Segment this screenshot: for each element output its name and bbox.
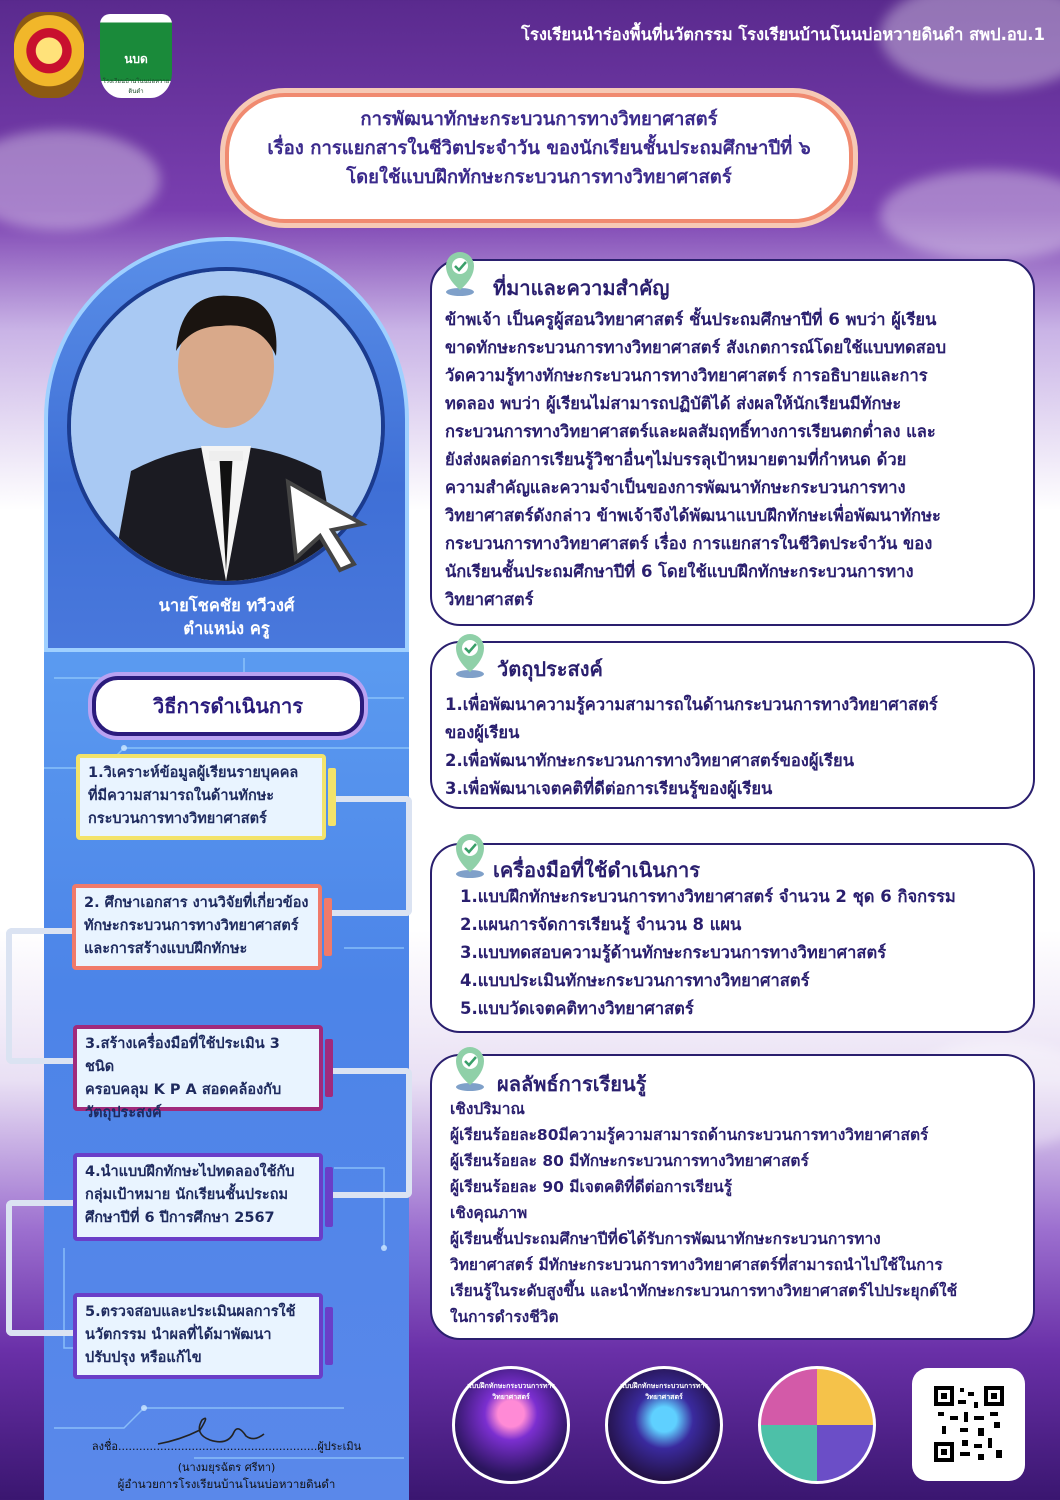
school-logo <box>100 14 172 98</box>
poster-title <box>225 93 853 223</box>
tools-body <box>460 883 956 1023</box>
step-3-line-1: 3.สร้างเครื่องมือที่ใช้ประเมิน 3 ชนิด <box>85 1036 280 1075</box>
location-pin-icon <box>450 1045 490 1093</box>
method-step-4 <box>73 1153 323 1241</box>
objectives-title: วัตถุประสงค์ <box>497 657 603 681</box>
signature-name: (นางมยุรฉัตร ศรีทา) <box>177 1461 276 1474</box>
step-4-line-1: 4.นำแบบฝึกทักษะไปทดลองใช้กับ <box>85 1164 295 1180</box>
location-pin-icon <box>450 632 490 680</box>
objective-line: 1.เพื่อพัฒนาความรู้ความสามารถในด้านกระบวนการทางวิทยาศาสตร์ <box>445 695 938 714</box>
tool-line: 5.แบบวัดเจตคติทางวิทยาศาสตร์ <box>460 999 694 1018</box>
step-connector <box>330 796 412 916</box>
results-body <box>450 1096 957 1330</box>
method-step-5 <box>73 1293 323 1379</box>
obec-emblem-logo <box>14 12 84 98</box>
background-line: ความสำคัญและความจำเป็นของการพัฒนาทักษะกระบวนการทาง <box>445 478 906 497</box>
objective-line: 2.เพื่อพัฒนาทักษะกระบวนการทางวิทยาศาสตร์ของผู้เรียน <box>445 751 854 770</box>
qualitative-line: ในการดำรงชีวิต <box>450 1308 559 1326</box>
step-connector <box>6 1200 78 1336</box>
signature-line: ลงชื่อ.........................................................ผู้ประเมิน <box>91 1440 362 1453</box>
background-line: กระบวนการทางวิทยาศาสตร์ เรื่อง การแยกสารในชีวิตประจำวัน ของ <box>445 534 933 553</box>
objectives-body <box>445 691 938 803</box>
quantitative-line: ผู้เรียนร้อยละ 80 มีทักษะกระบวนการทางวิทยาศาสตร์ <box>450 1152 809 1170</box>
background-title: ที่มาและความสำคัญ <box>493 276 670 300</box>
quantitative-line: ผู้เรียนร้อยละ80มีความรู้ความสามารถด้านกระบวนการทางวิทยาศาสตร์ <box>450 1126 929 1144</box>
step-5-line-1: 5.ตรวจสอบและประเมินผลการใช้ <box>85 1304 296 1320</box>
step-4-line-3: ศึกษาปีที่ 6 ปีการศึกษา 2567 <box>85 1210 275 1226</box>
title-line-1: การพัฒนาทักษะกระบวนการทางวิทยาศาสตร์ <box>360 109 718 130</box>
method-step-2 <box>72 884 322 970</box>
cloud-decoration <box>880 170 1060 260</box>
school-logo-caption: โรงเรียนบ้านโนนบ่อหวายดินดำ <box>102 78 170 95</box>
background-line: ยังส่งผลต่อการเรียนรู้วิชาอื่นๆไม่บรรลุเป้าหมายตามที่กำหนด ด้วย <box>445 450 907 469</box>
workbook-cover-2 <box>605 1366 723 1484</box>
objective-line: 3.เพื่อพัฒนาเจตคติที่ดีต่อการเรียนรู้ของผู้เรียน <box>445 779 773 798</box>
step-5-line-2: นวัตกรรม นำผลที่ได้มาพัฒนา <box>85 1327 272 1343</box>
step-5-line-3: ปรับปรุง หรือแก้ไข <box>85 1350 202 1366</box>
objective-line: ของผู้เรียน <box>445 723 520 742</box>
background-line: นักเรียนชั้นประถมศึกษาปีที่ 6 โดยใช้แบบฝึกทักษะกระบวนการทาง <box>445 562 914 581</box>
qr-code-icon[interactable] <box>934 1386 1004 1462</box>
step-1-line-2: ที่มีความสามารถในด้านทักษะ <box>88 788 275 804</box>
title-line-2: เรื่อง การแยกสารในชีวิตประจำวัน ของนักเรียนชั้นประถมศึกษาปีที่ ๖ <box>267 138 811 159</box>
tool-line: 1.แบบฝึกทักษะกระบวนการทางวิทยาศาสตร์ จำนวน 2 ชุด 6 กิจกรรม <box>460 887 956 906</box>
results-title: ผลลัพธ์การเรียนรู้ <box>497 1072 647 1096</box>
step-4-line-2: กลุ่มเป้าหมาย นักเรียนชั้นประถม <box>85 1187 289 1203</box>
school-logo-letters: นบด <box>124 52 148 66</box>
background-line: กระบวนการทางวิทยาศาสตร์และผลสัมฤทธิ์ทางการเรียนตกต่ำลง และ <box>445 422 936 441</box>
background-line: ทดลอง พบว่า ผู้เรียนไม่สามารถปฏิบัติได้ ส่งผลให้นักเรียนมีทักษะ <box>445 394 902 413</box>
tool-line: 4.แบบประเมินทักษะกระบวนการทางวิทยาศาสตร์ <box>460 971 810 990</box>
qualitative-line: วิทยาศาสตร์ มีทักษะกระบวนการทางวิทยาศาสตร์ที่สามารถนำไปใช้ในการ <box>450 1256 943 1274</box>
qualitative-line: เรียนรู้ในระดับสูงขึ้น และนำทักษะกระบวนการทางวิทยาศาสตร์ไปประยุกต์ใช้ <box>450 1282 958 1300</box>
school-banner: โรงเรียนนำร่องพื้นที่นวัตกรรม โรงเรียนบ้านโนนบ่อหวายดินดำ สพป.อบ.1 <box>521 25 1045 44</box>
teacher-position: ตำแหน่ง ครู <box>183 619 270 638</box>
method-step-1 <box>76 754 326 840</box>
tool-line: 2.แผนการจัดการเรียนรู้ จำนวน 8 แผน <box>460 915 742 934</box>
cloud-decoration <box>0 130 160 230</box>
tool-line: 3.แบบทดสอบความรู้ด้านทักษะกระบวนการทางวิทยาศาสตร์ <box>460 943 887 962</box>
signature-role: ผู้อำนวยการโรงเรียนบ้านโนนบ่อหวายดินดำ <box>117 1477 336 1491</box>
step-connector <box>326 1068 412 1198</box>
step-2-line-1: 2. ศึกษาเอกสาร งานวิจัยที่เกี่ยวข้อง <box>84 895 309 911</box>
method-step-3 <box>73 1025 323 1121</box>
puzzle-diagram <box>758 1366 876 1484</box>
workbook-cover-2-label: แบบฝึกทักษะกระบวนการทางวิทยาศาสตร์ <box>620 1382 708 1401</box>
method-title: วิธีการดำเนินการ <box>92 676 364 736</box>
step-1-line-3: กระบวนการทางวิทยาศาสตร์ <box>88 811 267 827</box>
location-pin-icon <box>440 250 480 298</box>
step-2-line-2: ทักษะกระบวนการทางวิทยาศาสตร์ <box>84 918 299 934</box>
cursor-icon <box>282 478 372 573</box>
teacher-name: นายโชคชัย ทวีวงศ์ <box>158 596 295 615</box>
quantitative-line: ผู้เรียนร้อยละ 90 มีเจตคติที่ดีต่อการเรียนรู้ <box>450 1178 733 1196</box>
step-connector <box>6 928 78 1064</box>
background-line: ข้าพเจ้า เป็นครูผู้สอนวิทยาศาสตร์ ชั้นประถมศึกษาปีที่ 6 พบว่า ผู้เรียน <box>445 310 937 329</box>
title-line-3: โดยใช้แบบฝึกทักษะกระบวนการทางวิทยาศาสตร์ <box>346 167 732 188</box>
qualitative-line: ผู้เรียนชั้นประถมศึกษาปีที่6ได้รับการพัฒนาทักษะกระบวนการทาง <box>450 1230 881 1248</box>
background-body <box>445 306 946 614</box>
step-3-line-2: ครอบคลุม K P A สอดคล้องกับ <box>85 1082 282 1098</box>
workbook-cover-1-label: แบบฝึกทักษะกระบวนการทางวิทยาศาสตร์ <box>467 1382 555 1401</box>
step-3-line-3: วัตถุประสงค์ <box>85 1105 162 1121</box>
tools-title: เครื่องมือที่ใช้ดำเนินการ <box>493 858 700 882</box>
background-line: วัดความรู้ทางทักษะกระบวนการทางวิทยาศาสตร์ การอธิบายและการ <box>445 366 928 385</box>
qualitative-label: เชิงคุณภาพ <box>450 1204 528 1222</box>
location-pin-icon <box>450 832 490 880</box>
background-line: วิทยาศาสตร์ดังกล่าว ข้าพเจ้าจึงได้พัฒนาแบบฝึกทักษะเพื่อพัฒนาทักษะ <box>445 506 941 525</box>
quantitative-label: เชิงปริมาณ <box>450 1100 525 1118</box>
step-2-line-3: และการสร้างแบบฝึกทักษะ <box>84 941 248 957</box>
step-1-line-1: 1.วิเคราะห์ข้อมูลผู้เรียนรายบุคคล <box>88 765 299 781</box>
background-line: ขาดทักษะกระบวนการทางวิทยาศาสตร์ สังเกตการณ์โดยใช้แบบทดสอบ <box>445 338 947 357</box>
background-line: วิทยาศาสตร์ <box>445 590 534 609</box>
workbook-cover-1 <box>452 1366 570 1484</box>
